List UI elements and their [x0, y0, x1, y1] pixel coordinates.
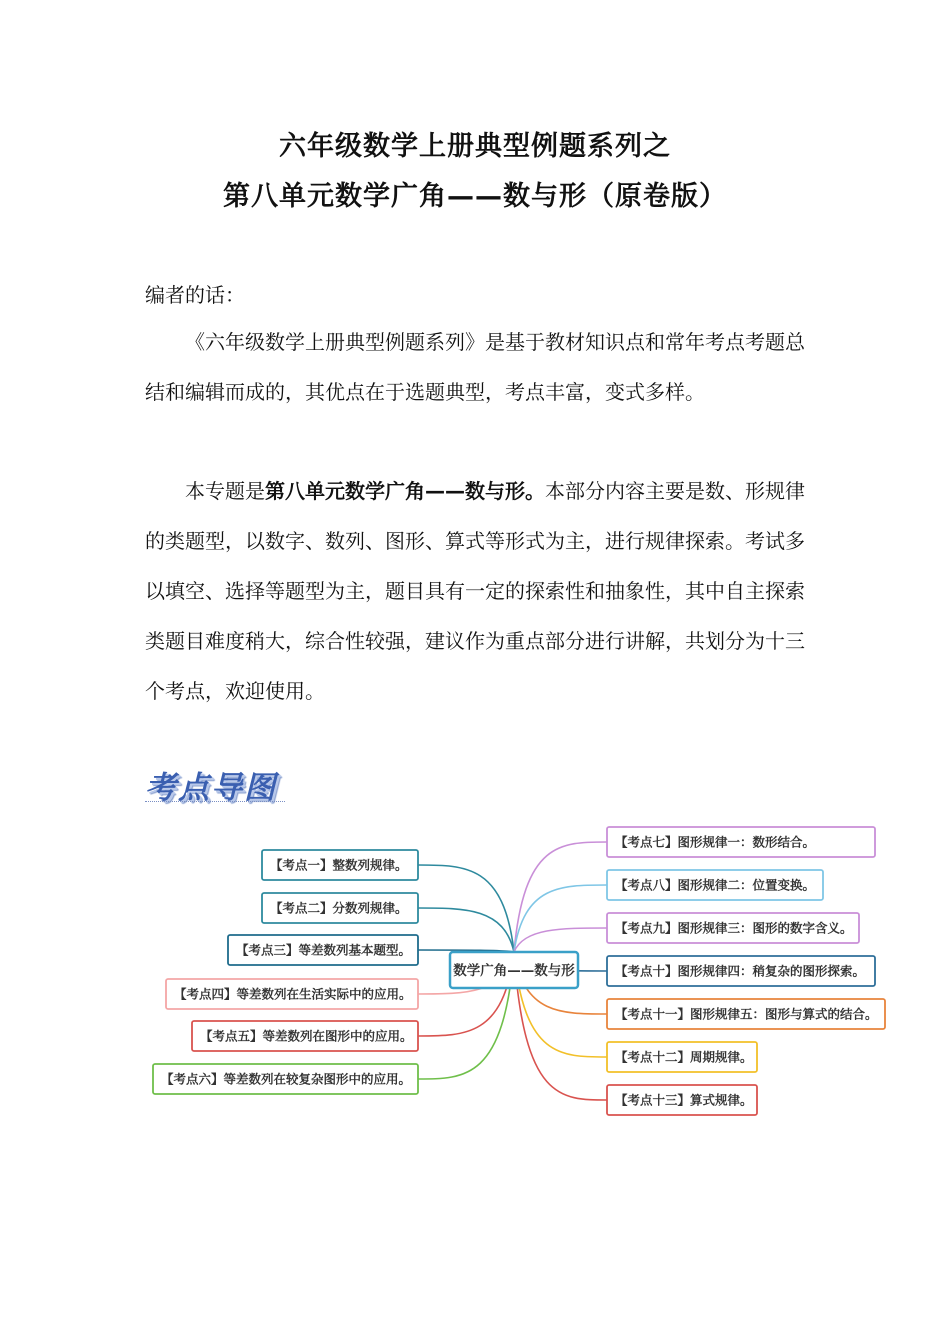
mind-map-edge-right-3 [514, 928, 607, 952]
paragraph2-topic: 第八单元数学广角——数与形。 [265, 479, 545, 503]
mind-map-node-label-right-2: 【考点八】图形规律二：位置变换。 [615, 877, 816, 893]
section-heading: 考点导图 [145, 770, 277, 806]
mind-map-edge-right-2 [514, 885, 607, 952]
mind-map-node-label-left-2: 【考点二】分数列规律。 [270, 900, 408, 916]
mind-map-edge-right-1 [514, 842, 607, 952]
mind-map-node-label-right-5: 【考点十一】图形规律五：图形与算式的结合。 [615, 1006, 878, 1022]
editor-greeting: 编者的话： [145, 283, 245, 307]
mind-map-node-label-left-3: 【考点三】等差数列基本题型。 [236, 942, 412, 958]
page-title-line2: 第八单元数学广角——数与形（原卷版） [223, 181, 727, 212]
mind-map-edge-left-2 [418, 908, 514, 952]
intro-paragraph-1: 《六年级数学上册典型例题系列》是基于教材知识点和常年考点考题总结和编辑而成的，其优点在于选题典型，考点丰富，变式多样。 [145, 330, 805, 404]
mind-map-node-label-left-1: 【考点一】整数列规律。 [270, 857, 408, 873]
page-title-line1: 六年级数学上册典型例题系列之 [279, 131, 671, 162]
center-node-label: 数学广角——数与形 [453, 963, 575, 979]
mind-map-node-label-left-4: 【考点四】等差数列在生活实际中的应用。 [174, 986, 412, 1002]
mind-map-node-label-right-1: 【考点七】图形规律一：数形结合。 [615, 834, 816, 850]
mind-map-node-label-right-4: 【考点十】图形规律四：稍复杂的图形探索。 [615, 963, 866, 979]
mind-map-node-label-left-6: 【考点六】等差数列在较复杂图形中的应用。 [161, 1071, 412, 1087]
mind-map-node-label-right-6: 【考点十二】周期规律。 [615, 1049, 753, 1065]
mind-map-node-label-right-3: 【考点九】图形规律三：图形的数字含义。 [615, 920, 853, 936]
paragraph2-prefix: 本专题是 [185, 479, 265, 503]
mind-map-node-label-left-5: 【考点五】等差数列在图形中的应用。 [200, 1028, 413, 1044]
paragraph2-rest: 本部分内容主要是数、形规律的类题型，以数字、数列、图形、算式等形式为主，进行规律探索。考试多以填空、选择等题型为主，题目具有一定的探索性和抽象性，其中自主探索类题目难度稍大，综合性较强，建议作为重点部分进行讲解，共划分为十三个考点，欢迎使用。 [145, 479, 805, 703]
mind-map-node-label-right-7: 【考点十三】算式规律。 [615, 1092, 753, 1108]
mind-map-center-node [450, 952, 578, 988]
